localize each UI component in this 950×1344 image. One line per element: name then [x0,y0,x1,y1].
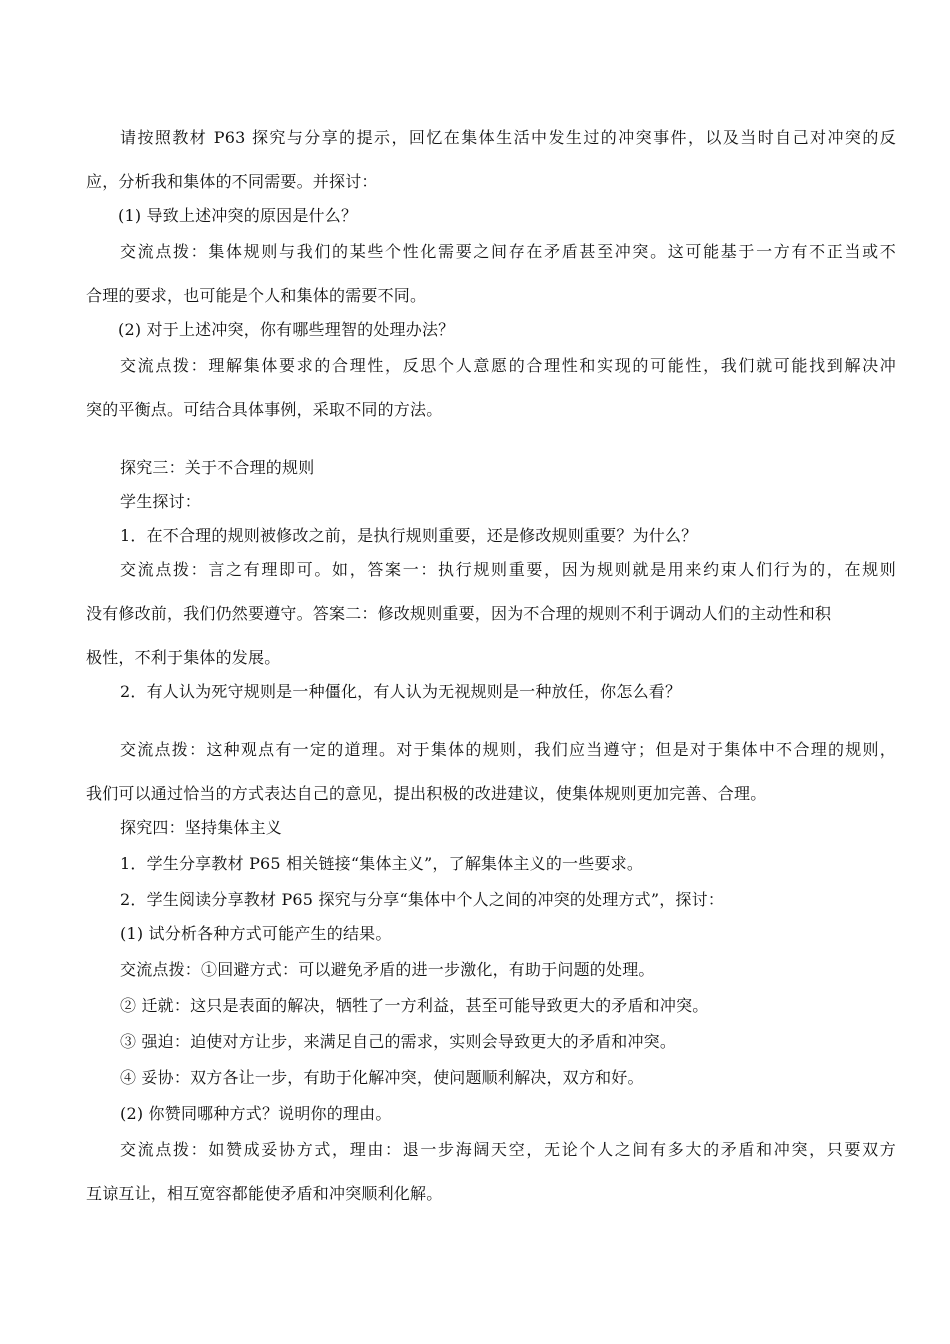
answer-line: 没有修改前，我们仍然要遵守。答案二：修改规则重要，因为不合理的规则不利于调动人们的主动性和积 [86,604,832,623]
list-item: 2．学生阅读分享教材 P65 探究与分享“集体中个人之间的冲突的处理方式”，探讨： [120,890,725,909]
answer-line: 合理的要求，也可能是个人和集体的需要不同。 [86,286,427,305]
section-subheading: 学生探讨： [120,492,202,511]
answer-line: 我们可以通过恰当的方式表达自己的意见，提出积极的改进建议，使集体规则更加完善、合理。 [86,784,767,803]
answer-line: 交流点拨：这种观点有一定的道理。对于集体的规则，我们应当遵守；但是对于集体中不合理的规则， [120,740,896,759]
answer-line: 突的平衡点。可结合具体事例，采取不同的方法。 [86,400,443,419]
list-item: 1．学生分享教材 P65 相关链接“集体主义”，了解集体主义的一些要求。 [120,854,644,873]
question-line: (2) 对于上述冲突，你有哪些理智的处理办法？ [118,320,455,339]
question-line: (2) 你赞同哪种方式？说明你的理由。 [120,1104,392,1123]
question-line: 1．在不合理的规则被修改之前，是执行规则重要，还是修改规则重要？为什么？ [120,526,698,545]
question-line: (1) 试分析各种方式可能产生的结果。 [120,924,392,943]
question-line: 2．有人认为死守规则是一种僵化，有人认为无视规则是一种放任，你怎么看？ [120,682,682,701]
answer-line: 交流点拨：集体规则与我们的某些个性化需要之间存在矛盾甚至冲突。这可能基于一方有不正当或不 [120,242,896,261]
answer-line: 交流点拨：理解集体要求的合理性，反思个人意愿的合理性和实现的可能性，我们就可能找到解决冲 [120,356,896,375]
answer-line: ② 迁就：这只是表面的解决，牺牲了一方利益，甚至可能导致更大的矛盾和冲突。 [120,996,709,1015]
question-line: (1) 导致上述冲突的原因是什么？ [118,206,358,225]
answer-line: 交流点拨：言之有理即可。如，答案一：执行规则重要，因为规则就是用来约束人们行为的，在规则 [120,560,896,579]
answer-line: 互谅互让，相互宽容都能使矛盾和冲突顺利化解。 [86,1184,443,1203]
paragraph-line: 应，分析我和集体的不同需要。并探讨： [86,172,378,191]
answer-line: 交流点拨：①回避方式：可以避免矛盾的进一步激化，有助于问题的处理。 [120,960,655,979]
answer-line: ④ 妥协：双方各让一步，有助于化解冲突，使问题顺利解决，双方和好。 [120,1068,644,1087]
answer-line: 交流点拨：如赞成妥协方式，理由：退一步海阔天空，无论个人之间有多大的矛盾和冲突，只要双方 [120,1140,896,1159]
answer-line: 极性，不利于集体的发展。 [86,648,281,667]
section-heading: 探究三：关于不合理的规则 [120,458,315,477]
answer-line: ③ 强迫：迫使对方让步，来满足自己的需求，实则会导致更大的矛盾和冲突。 [120,1032,677,1051]
section-heading: 探究四：坚持集体主义 [120,818,283,837]
paragraph-line: 请按照教材 P63 探究与分享的提示，回忆在集体生活中发生过的冲突事件，以及当时自己对冲突的反 [120,128,896,147]
